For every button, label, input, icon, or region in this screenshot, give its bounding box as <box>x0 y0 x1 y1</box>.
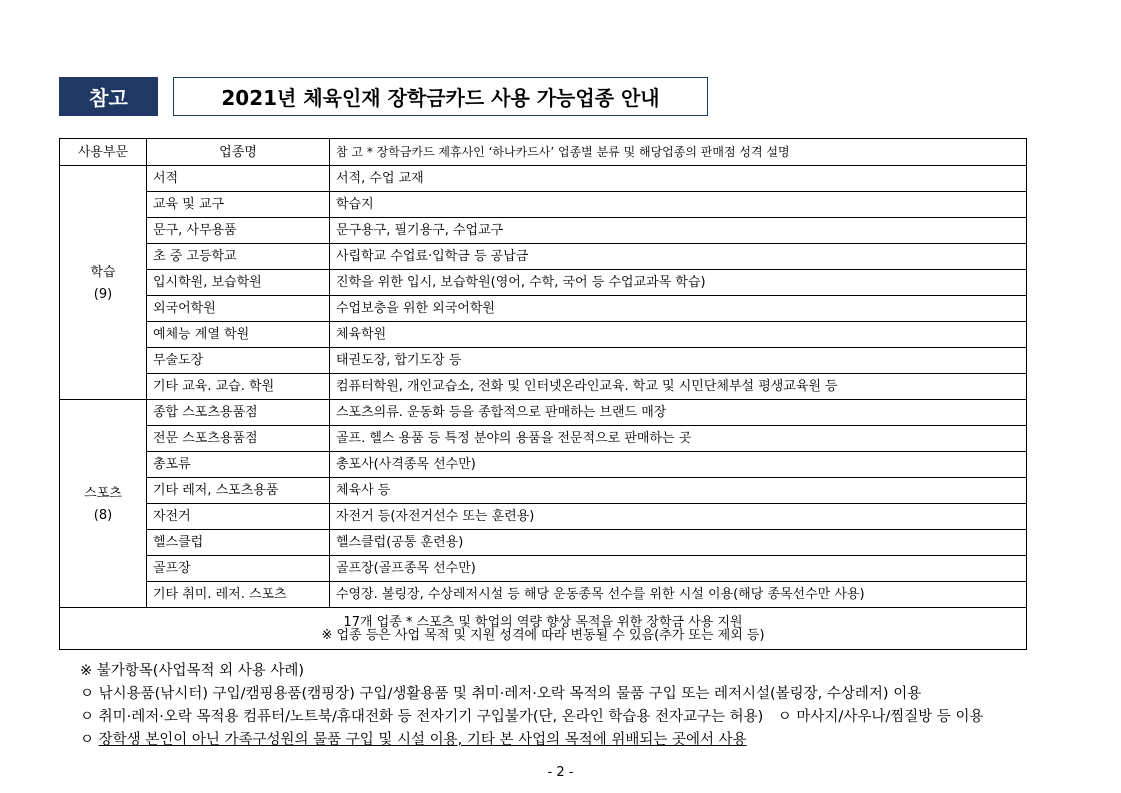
reference-badge: 참고 <box>59 77 158 116</box>
table-row <box>60 426 1027 452</box>
prohibited-item-3 <box>80 729 984 752</box>
category-name: 학습 <box>90 264 116 280</box>
page-number: - 2 - <box>547 765 574 780</box>
category-count: (9) <box>93 286 113 302</box>
footer-summary: 17개 업종 * 스포츠 및 학업의 역량 향상 목적을 위한 장학금 사용 지원 <box>343 614 743 630</box>
table-row <box>60 582 1027 608</box>
industry-note-cell: 진학을 위한 입시, 보습학원(영어, 수학, 국어 등 수업교과목 학습) <box>330 270 1027 296</box>
industry-note-cell: 체육사 등 <box>330 478 1027 504</box>
industry-name-cell: 자전거 <box>147 504 330 530</box>
table-footer-cell <box>60 608 1027 650</box>
industry-note-cell: 컴퓨터학원, 개인교습소, 전화 및 인터넷온라인교육. 학교 및 시민단체부설 평생교육원 등 <box>330 374 1027 400</box>
header-usage-category: 사용부문 <box>60 139 147 166</box>
table-row <box>60 218 1027 244</box>
industry-name-cell: 서적 <box>147 166 330 192</box>
footer-disclaimer: ※ 업종 등은 사업 목적 및 지원 성격에 따라 변동될 수 있음(추가 또는 제외 등) <box>321 627 765 643</box>
table-row <box>60 556 1027 582</box>
industry-name-cell: 기타 레저, 스포츠용품 <box>147 478 330 504</box>
industry-note-cell: 태권도장, 합기도장 등 <box>330 348 1027 374</box>
industry-name-cell: 종합 스포츠용품점 <box>147 400 330 426</box>
table-row <box>60 322 1027 348</box>
industry-note-cell: 사립학교 수업료·입학금 등 공납금 <box>330 244 1027 270</box>
table-header-row <box>60 139 1027 166</box>
industry-name-cell: 교육 및 교구 <box>147 192 330 218</box>
industry-name-cell: 헬스클럽 <box>147 530 330 556</box>
document-title: 2021년 체육인재 장학금카드 사용 가능업종 안내 <box>173 77 708 116</box>
category-name: 스포츠 <box>84 485 122 501</box>
industry-note-cell: 서적, 수업 교재 <box>330 166 1027 192</box>
table-row <box>60 348 1027 374</box>
header-industry-name: 업종명 <box>147 139 330 166</box>
eligible-industries-table <box>59 138 1027 650</box>
industry-name-cell: 예체능 계열 학원 <box>147 322 330 348</box>
prohibited-item-1: ㅇ 낚시용품(낚시터) 구입/캠핑용품(캠핑장) 구입/생활용품 및 취미·레저·오락 목적의 물품 구입 또는 레저시설(볼링장, 수상레저) 이용 <box>80 686 922 702</box>
table-row <box>60 374 1027 400</box>
industry-note-cell: 수업보충을 위한 외국어학원 <box>330 296 1027 322</box>
table-row <box>60 166 1027 192</box>
industry-name-cell: 외국어학원 <box>147 296 330 322</box>
industry-note-cell: 수영장. 볼링장, 수상레저시설 등 해당 운동종목 선수를 위한 시설 이용(해당 종목선수만 사용) <box>330 582 1027 608</box>
category-cell <box>60 400 147 608</box>
prohibited-heading: ※ 불가항목(사업목적 외 사용 사례) <box>80 663 304 679</box>
industry-note-cell: 체육학원 <box>330 322 1027 348</box>
table-row <box>60 400 1027 426</box>
table-row <box>60 296 1027 322</box>
table-row <box>60 270 1027 296</box>
industry-name-cell: 무술도장 <box>147 348 330 374</box>
category-count: (8) <box>93 507 113 523</box>
table-row <box>60 478 1027 504</box>
industry-note-cell: 총포사(사격종목 선수만) <box>330 452 1027 478</box>
table-row <box>60 452 1027 478</box>
table-row <box>60 504 1027 530</box>
prohibited-item-2: ㅇ 취미·레저·오락 목적용 컴퓨터/노트북/휴대전화 등 전자기기 구입불가(단, 온라인 학습용 전자교구는 허용) ㅇ 마사지/사우나/찜질방 등 이용 <box>80 709 984 725</box>
industry-name-cell: 골프장 <box>147 556 330 582</box>
industry-note-cell: 골프장(골프종목 선수만) <box>330 556 1027 582</box>
industry-name-cell: 전문 스포츠용품점 <box>147 426 330 452</box>
table-row <box>60 192 1027 218</box>
industry-name-cell: 초 중 고등학교 <box>147 244 330 270</box>
industry-name-cell: 문구, 사무용품 <box>147 218 330 244</box>
industry-note-cell: 헬스클럽(공통 훈련용) <box>330 530 1027 556</box>
industry-name-cell: 기타 교육. 교습. 학원 <box>147 374 330 400</box>
industry-note-cell: 스포츠의류. 운동화 등을 종합적으로 판매하는 브랜드 매장 <box>330 400 1027 426</box>
table-row <box>60 530 1027 556</box>
industry-note-cell: 학습지 <box>330 192 1027 218</box>
header-reference-note: 참 고 * 장학금카드 제휴사인 ‘하나카드사’ 업종별 분류 및 해당업종의 판매점 성격 설명 <box>330 139 1027 166</box>
industry-name-cell: 기타 취미. 레저. 스포츠 <box>147 582 330 608</box>
category-cell <box>60 166 147 400</box>
industry-name-cell: 입시학원, 보습학원 <box>147 270 330 296</box>
prohibited-items-notes <box>80 660 984 752</box>
industry-name-cell: 총포류 <box>147 452 330 478</box>
industry-note-cell: 자전거 등(자전거선수 또는 훈련용) <box>330 504 1027 530</box>
table-footer-row <box>60 608 1027 650</box>
table-row <box>60 244 1027 270</box>
prohibited-item-3-bullet: ㅇ <box>80 732 95 748</box>
industry-note-cell: 골프. 헬스 용품 등 특정 분야의 용품을 전문적으로 판매하는 곳 <box>330 426 1027 452</box>
industry-note-cell: 문구용구, 필기용구, 수업교구 <box>330 218 1027 244</box>
prohibited-item-3-text: 장학생 본인이 아닌 가족구성원의 물품 구입 및 시설 이용, 기타 본 사업의 목적에 위배되는 곳에서 사용 <box>98 732 747 748</box>
